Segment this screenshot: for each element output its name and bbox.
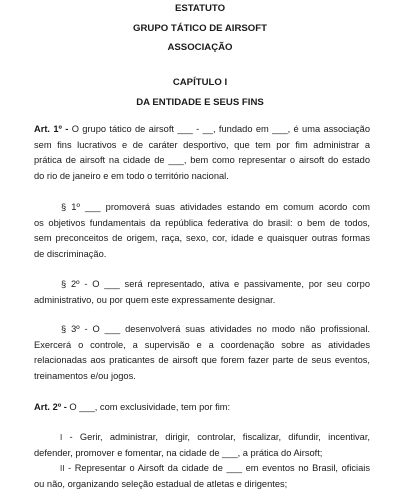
article-1-line <box>34 122 370 138</box>
item-2-text: - Representar o Airsoft da cidade de ___ em eventos no Brasil, oficiais <box>64 463 370 473</box>
paragraph-1-line: § 1º ___ promoverá suas atividades estando em comum acordo com <box>61 202 370 212</box>
article-2-label: Art. 2º - <box>34 402 67 412</box>
article-1 <box>34 122 370 184</box>
paragraph-2-line: administrativo, ou por quem este expressamente designar. <box>34 294 276 305</box>
item-1 <box>34 430 370 461</box>
paragraph-1-line: os objetivos fundamentais da república federativa do brasil: o bem de todos, <box>34 217 370 228</box>
article-1-line: do rio de janeiro e em todo o território nacional. <box>34 170 229 181</box>
item-2-line: ou não, organizando seleção estadual de atletas e dirigentes; <box>34 478 288 489</box>
chapter-subtitle: DA ENTIDADE E SEUS FINS <box>136 97 264 108</box>
chapter-title: CAPÍTULO I <box>172 77 228 88</box>
paragraph-3 <box>34 322 370 384</box>
article-1-line: sem fins lucrativos e de caráter desportivo, que tem por fim administrar a <box>34 139 370 150</box>
paragraph-3-line: Exercerá o controle, a supervisão e a coordenação sobre as atividades <box>34 339 370 350</box>
item-1-line <box>34 430 370 446</box>
paragraph-2 <box>34 277 370 308</box>
paragraph-2-line: § 2º - O ___ será representado, ativa e passivamente, por seu corpo <box>61 279 370 289</box>
paragraph-1-line: sem preconceitos de origem, raça, sexo, cor, idade e quaisquer outras formas <box>34 233 370 243</box>
item-1-numeral: I <box>60 433 63 442</box>
doc-subtitle: ASSOCIAÇÃO <box>167 42 233 53</box>
item-2-numeral: II <box>60 464 65 473</box>
paragraph-3-line: treinamentos e/ou jogos. <box>34 370 136 381</box>
paragraph-1-line: de discriminação. <box>34 248 107 259</box>
article-2-line <box>34 400 370 416</box>
paragraph-3-line: § 3º - O ___ desenvolverá suas atividades no modo não profissional. <box>61 324 370 334</box>
article-1-label: Art. 1º - <box>34 124 69 134</box>
article-2 <box>34 400 370 416</box>
paragraph-1 <box>34 200 370 262</box>
item-2 <box>34 461 370 492</box>
item-1-text: - Gerir, administrar, dirigir, controlar, fiscalizar, difundir, incentivar, <box>62 432 370 442</box>
item-2-line <box>34 461 370 477</box>
paragraph-3-line: relacionadas aos praticantes de airsoft que forem fazer parte de seus eventos, <box>34 355 370 365</box>
item-1-line: defender, promover e fomentar, na cidade de ___, a prática do Airsoft; <box>34 447 323 458</box>
doc-title: ESTATUTO <box>174 3 226 14</box>
article-2-text: O ___, com exclusividade, tem por fim: <box>66 402 231 412</box>
article-1-text: O grupo tático de airsoft ___ - __, fundado em ___, é uma associação <box>68 124 370 134</box>
doc-group-name: GRUPO TÁTICO DE AIRSOFT <box>133 23 267 34</box>
article-1-line: prática de airsoft na cidade de ___, bem como representar o airsoft do estado <box>34 155 370 165</box>
